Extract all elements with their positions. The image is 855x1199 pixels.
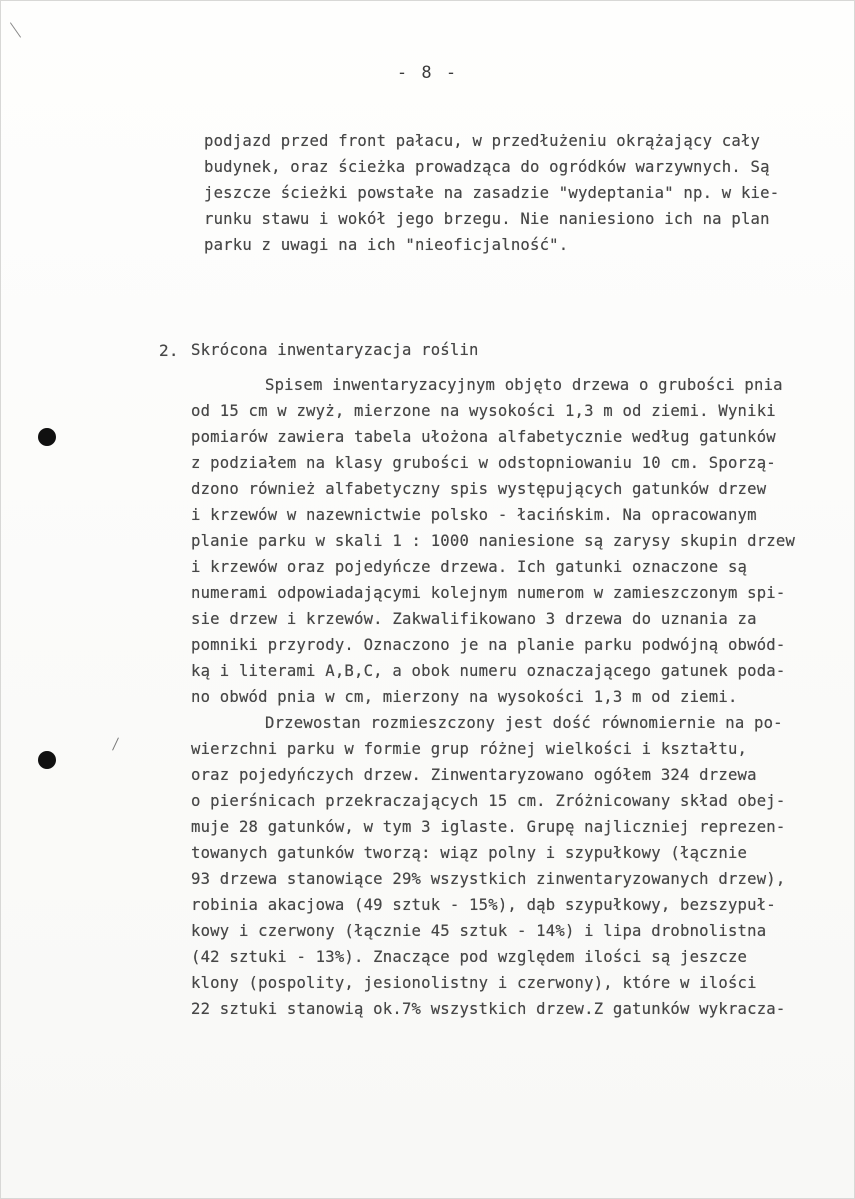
text-line: robinia akacjowa (49 sztuk - 15%), dąb szypułkowy, bezszypuł- (191, 896, 776, 914)
text-line: planie parku w skali 1 : 1000 naniesione są zarysy skupin drzew (191, 532, 796, 550)
text-line: pomiarów zawiera tabela ułożona alfabetycznie według gatunków (191, 428, 776, 446)
text-line: jeszcze ścieżki powstałe na zasadzie "wydeptania" np. w kie- (204, 184, 780, 202)
text-line: muje 28 gatunków, w tym 3 iglaste. Grupę najliczniej reprezen- (191, 818, 786, 836)
text-line: i krzewów oraz pojedyńcze drzewa. Ich gatunki oznaczone są (191, 558, 748, 576)
text-line: i krzewów w nazewnictwie polsko - łacińskim. Na opracowanym (191, 506, 757, 524)
text-line: Spisem inwentaryzacyjnym objęto drzewa o grubości pnia (265, 376, 783, 394)
text-line: pomniki przyrody. Oznaczono je na planie parku podwójną obwód- (191, 636, 786, 654)
text-line: Drzewostan rozmieszczony jest dość równomiernie na po- (265, 714, 783, 732)
page-number: - 8 - (396, 63, 459, 83)
text-line: klony (pospolity, jesionolistny i czerwony), które w ilości (191, 974, 757, 992)
text-line: ką i literami A,B,C, a obok numeru oznaczającego gatunek poda- (191, 662, 786, 680)
section-title: Skrócona inwentaryzacja roślin (191, 341, 479, 359)
text-line: podjazd przed front pałacu, w przedłużeniu okrążający cały (204, 132, 761, 150)
section-number: 2. (159, 341, 179, 360)
punch-hole-bottom (38, 751, 56, 769)
text-line: sie drzew i krzewów. Zakwalifikowano 3 drzewa do uznania za (191, 610, 757, 628)
pencil-mark (112, 737, 119, 750)
text-line: wierzchni parku w formie grup różnej wielkości i kształtu, (191, 740, 748, 758)
text-line: dzono również alfabetyczny spis występujących gatunków drzew (191, 480, 767, 498)
text-line: towanych gatunków tworzą: wiąz polny i szypułkowy (łącznie (191, 844, 748, 862)
corner-pencil-mark (10, 22, 21, 37)
text-line: parku z uwagi na ich "nieoficjalność". (204, 236, 569, 254)
text-line: 22 sztuki stanowią ok.7% wszystkich drzew.Z gatunków wykracza- (191, 1000, 786, 1018)
text-line: 93 drzewa stanowiące 29% wszystkich zinwentaryzowanych drzew), (191, 870, 786, 888)
text-line: (42 sztuki - 13%). Znaczące pod względem ilości są jeszcze (191, 948, 748, 966)
text-line: budynek, oraz ścieżka prowadząca do ogródków warzywnych. Są (204, 158, 770, 176)
text-line: oraz pojedyńczych drzew. Zinwentaryzowano ogółem 324 drzewa (191, 766, 757, 784)
text-line: numerami odpowiadającymi kolejnym numerom w zamieszczonym spi- (191, 584, 786, 602)
text-line: od 15 cm w zwyż, mierzone na wysokości 1,3 m od ziemi. Wyniki (191, 402, 776, 420)
text-line: runku stawu i wokół jego brzegu. Nie naniesiono ich na plan (204, 210, 770, 228)
text-line: no obwód pnia w cm, mierzony na wysokości 1,3 m od ziemi. (191, 688, 738, 706)
punch-hole-top (38, 428, 56, 446)
text-line: o pierśnicach przekraczających 15 cm. Zróżnicowany skład obej- (191, 792, 786, 810)
text-line: kowy i czerwony (łącznie 45 sztuk - 14%) i lipa drobnolistna (191, 922, 767, 940)
text-line: z podziałem na klasy grubości w odstopniowaniu 10 cm. Sporzą- (191, 454, 776, 472)
